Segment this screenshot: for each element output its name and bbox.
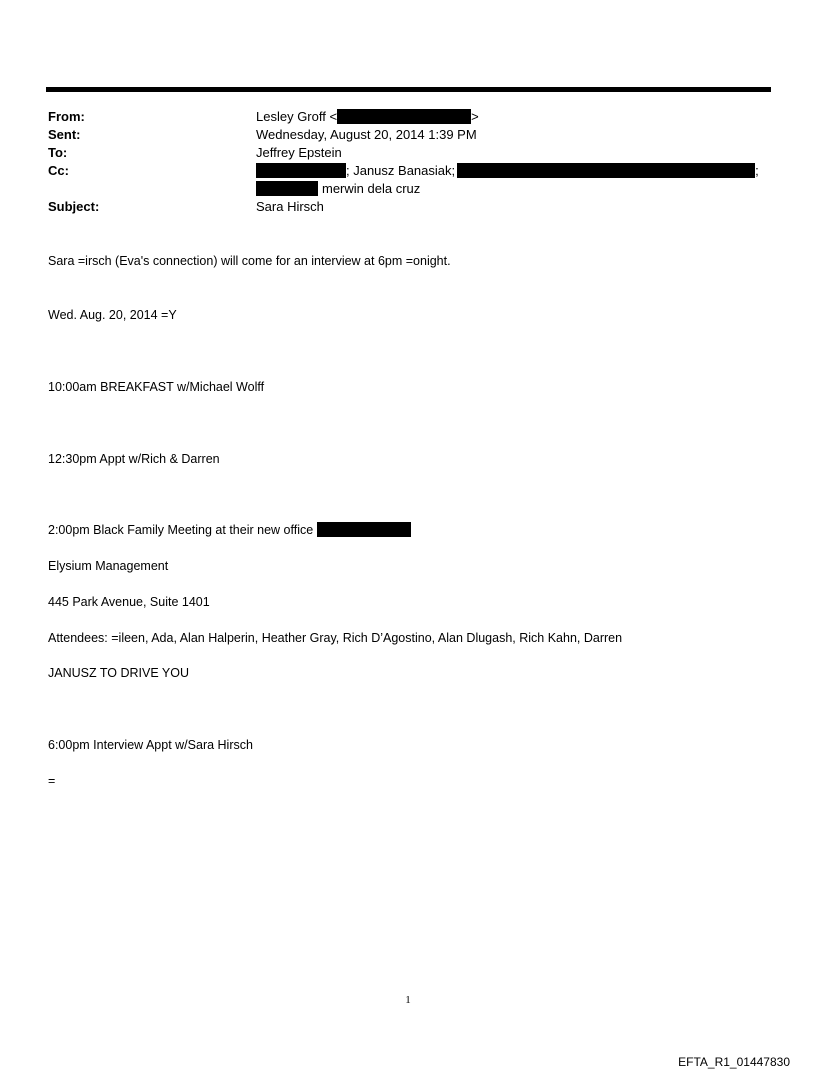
cc-recipients-text: ; Janusz Banasiak; <box>346 163 456 178</box>
sent-label: Sent: <box>48 127 81 142</box>
cc-value-line1 <box>256 162 759 180</box>
to-label: To: <box>48 145 68 160</box>
from-suffix: > <box>471 109 479 124</box>
body-line: Wed. Aug. 20, 2014 =Y <box>48 308 177 322</box>
redaction-block <box>256 163 346 178</box>
from-label: From: <box>48 109 85 124</box>
redaction-block <box>317 522 411 537</box>
from-row <box>48 108 768 126</box>
cc-row-continued <box>48 180 768 198</box>
redaction-block <box>337 109 471 124</box>
from-name: Lesley Groff < <box>256 109 338 124</box>
from-value <box>256 108 479 126</box>
body-line: 10:00am BREAKFAST w/Michael Wolff <box>48 380 265 394</box>
body-line: 6:00pm Interview Appt w/Sara Hirsch <box>48 738 253 752</box>
sent-value: Wednesday, August 20, 2014 1:39 PM <box>256 127 477 142</box>
cc-row <box>48 162 768 180</box>
to-value: Jeffrey Epstein <box>256 145 342 160</box>
body-line: 445 Park Avenue, Suite 1401 <box>48 595 210 609</box>
meeting-text: 2:00pm Black Family Meeting at their new office <box>48 523 314 537</box>
subject-label: Subject: <box>48 199 100 214</box>
body-line: Attendees: =ileen, Ada, Alan Halperin, Heather Gray, Rich D’Agostino, Alan Dlugash, Rich Kahn, Darren <box>48 631 623 645</box>
email-header <box>48 108 768 216</box>
redaction-block <box>256 181 318 196</box>
cc-recipient-name: merwin dela cruz <box>322 181 421 196</box>
page-number: 1 <box>405 994 411 1006</box>
document-id: EFTA_R1_01447830 <box>678 1055 790 1069</box>
body-line: JANUSZ TO DRIVE YOU <box>48 666 190 680</box>
cc-line1-end: ; <box>755 163 759 178</box>
body-line: 12:30pm Appt w/Rich & Darren <box>48 452 220 466</box>
to-row <box>48 144 768 162</box>
body-line: Elysium Management <box>48 559 169 573</box>
body-line: = <box>48 774 56 788</box>
body-line <box>48 521 411 539</box>
body-line: Sara =irsch (Eva's connection) will come for an interview at 6pm =onight. <box>48 254 451 268</box>
cc-label: Cc: <box>48 163 69 178</box>
subject-value: Sara Hirsch <box>256 199 324 214</box>
redaction-block <box>457 163 755 178</box>
cc-value-line2 <box>256 180 420 198</box>
header-rule <box>46 87 771 92</box>
subject-row <box>48 198 768 216</box>
sent-row <box>48 126 768 144</box>
